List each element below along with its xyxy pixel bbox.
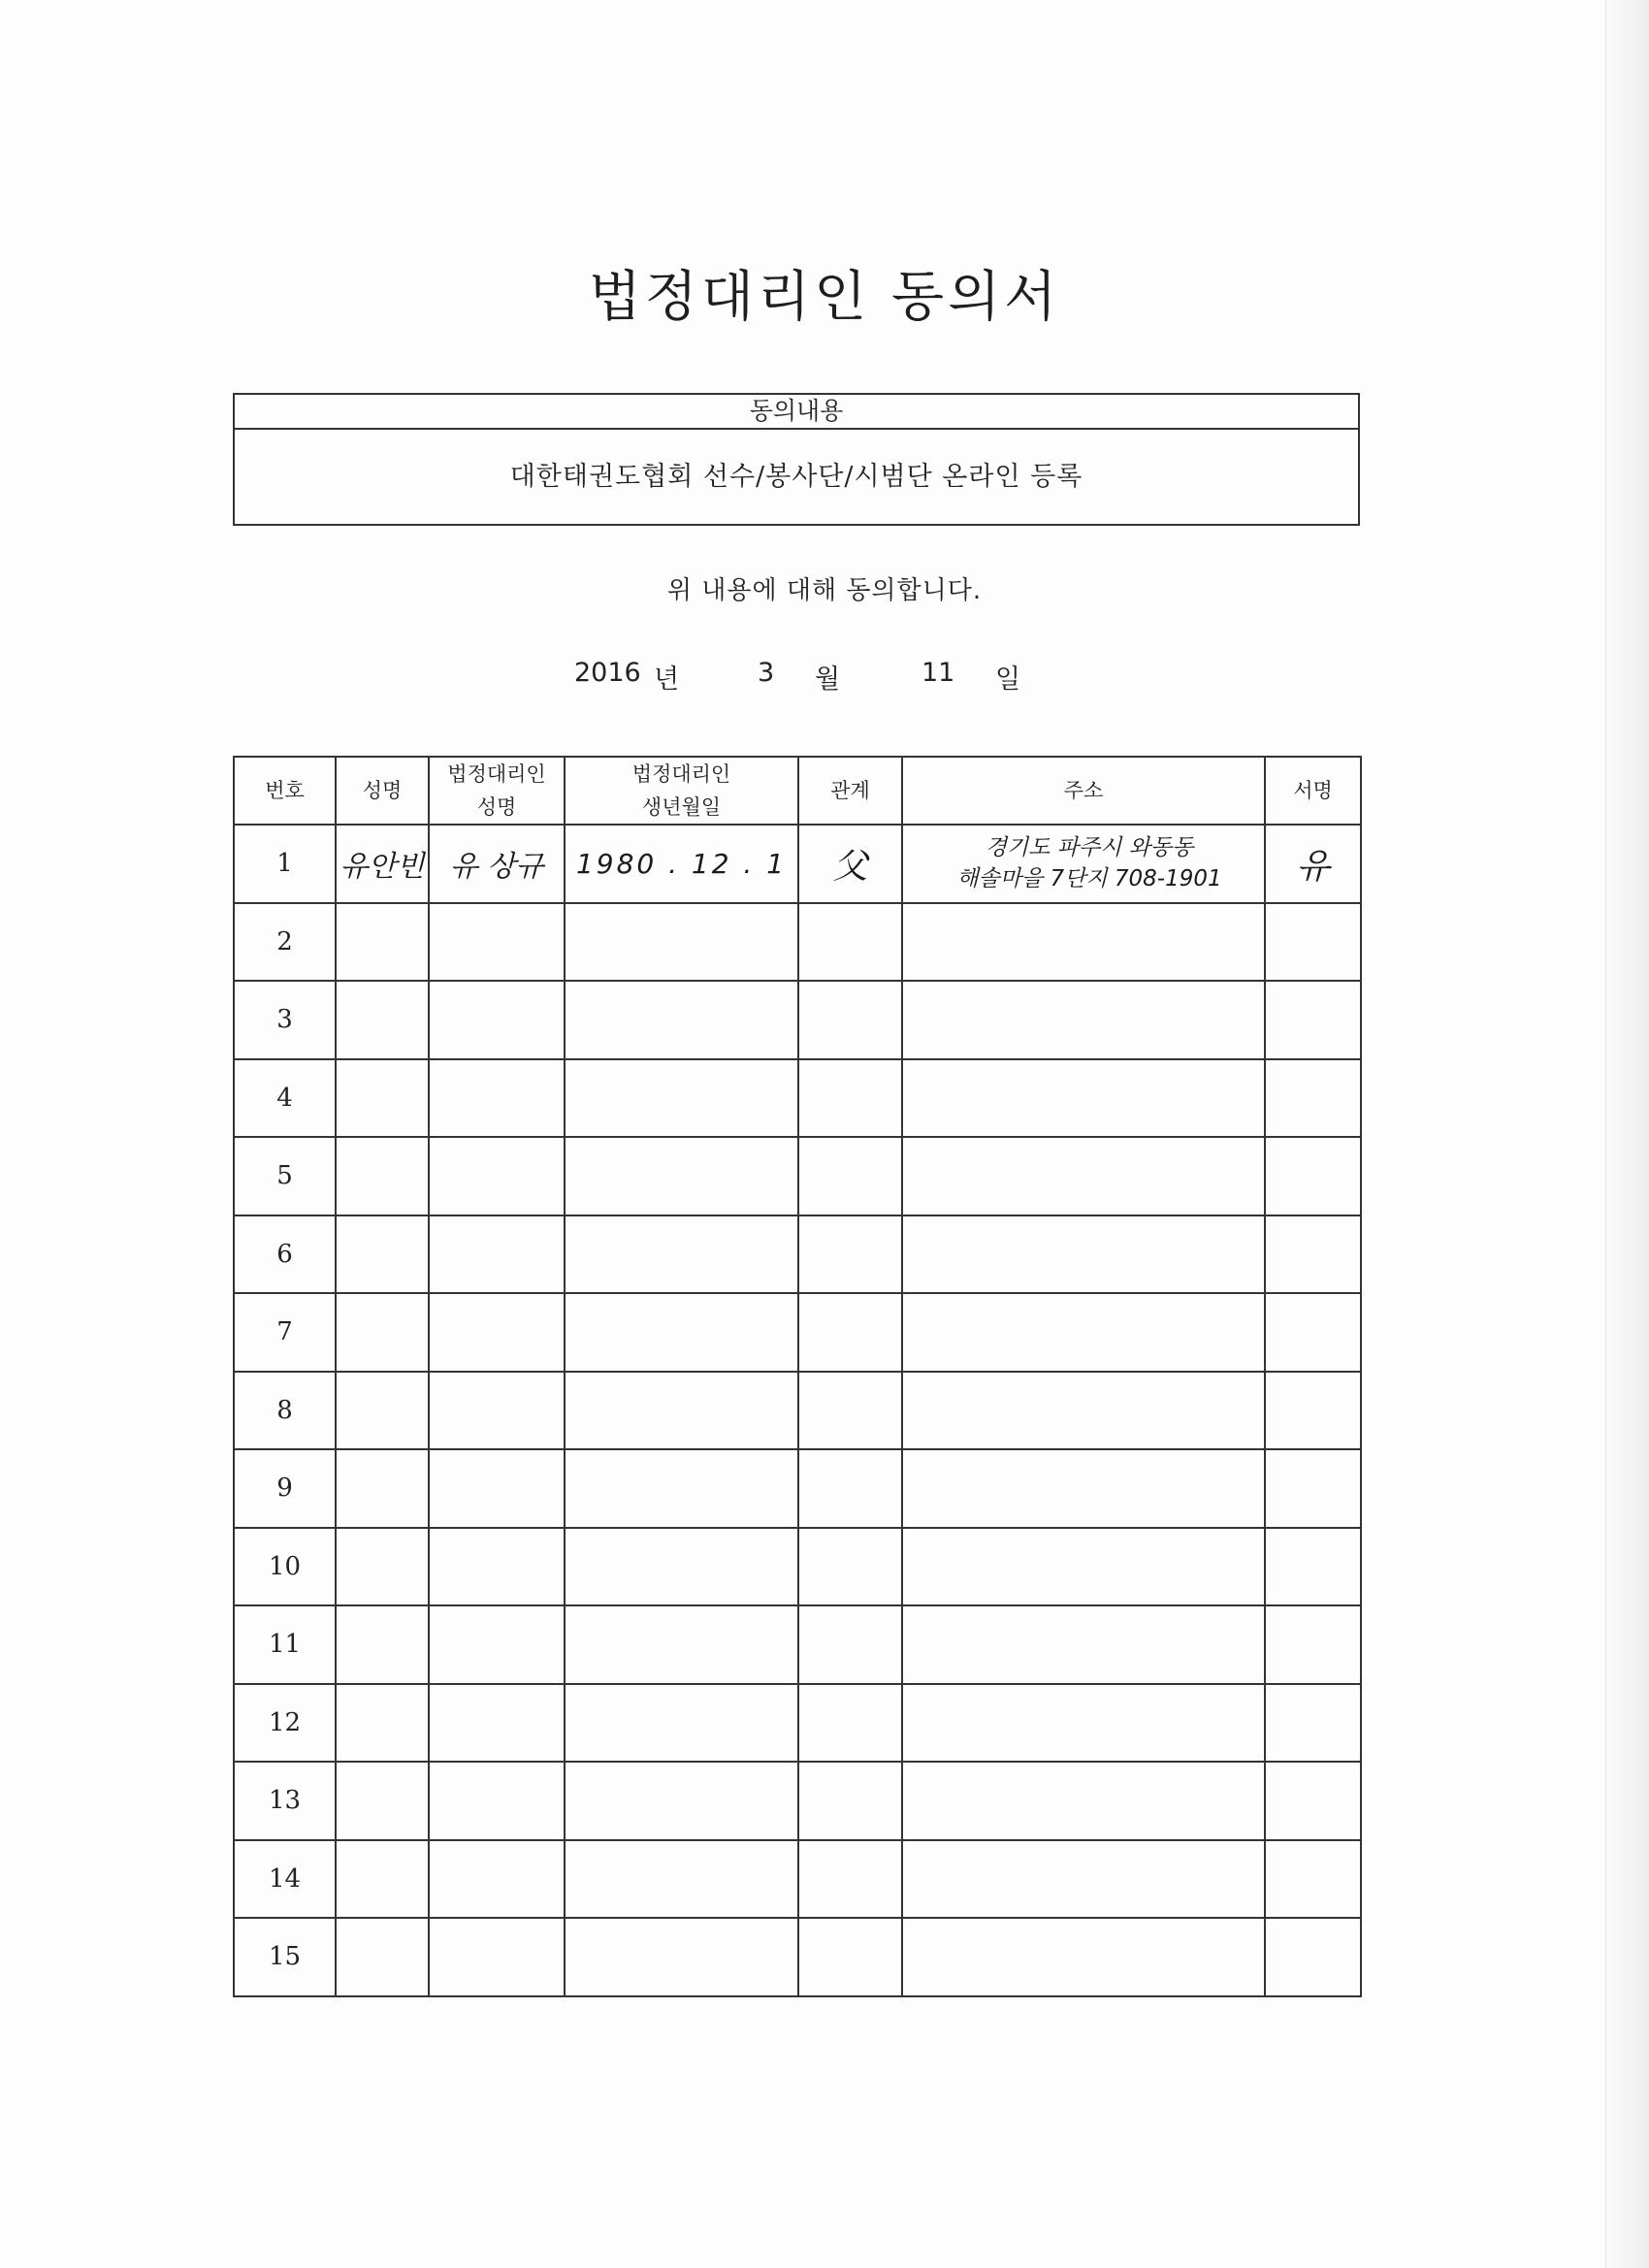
row-num: 12 [234,1684,336,1763]
row-guardian-name [429,1684,565,1763]
row-relation [798,1918,902,1996]
row-address [902,903,1265,982]
table-row [234,1293,1361,1372]
row-name [336,1137,429,1215]
page-edge-line [1605,0,1606,2268]
row-address [902,1684,1265,1763]
row-name [336,1059,429,1138]
row-signature [1265,1528,1361,1606]
header-guardian-birth [565,757,798,825]
row-relation [798,1137,902,1215]
row-num: 5 [234,1137,336,1215]
table-row [234,903,1361,982]
header-guardian-birth-line1: 법정대리인 [631,762,731,786]
row-guardian-birth [565,1449,798,1528]
row-guardian-birth [565,981,798,1059]
table-row [234,1449,1361,1528]
row-relation [798,1840,902,1919]
row-num: 15 [234,1918,336,1996]
date-month-unit: 월 [815,664,841,695]
row-guardian-birth [565,903,798,982]
row-num: 13 [234,1762,336,1840]
row-num: 11 [234,1605,336,1684]
row-address [902,825,1265,903]
row-signature [1265,1449,1361,1528]
row-relation [798,981,902,1059]
row-signature [1265,1840,1361,1919]
row-guardian-birth [565,1372,798,1450]
header-guardian-name-line1: 법정대리인 [447,762,546,786]
row-signature [1265,1059,1361,1138]
table-row [234,1528,1361,1606]
row-num: 7 [234,1293,336,1372]
row-guardian-name [429,1449,565,1528]
row-guardian-birth [565,1840,798,1919]
page-edge-shadow [1600,0,1649,2268]
table-row [234,1059,1361,1138]
row-guardian-birth: 1980 . 12 . 1 [565,825,798,903]
row-name [336,1684,429,1763]
row-num: 3 [234,981,336,1059]
header-guardian-birth-line2: 생년월일 [641,795,722,819]
row-address [902,981,1265,1059]
row-relation [798,1684,902,1763]
row-relation [798,1762,902,1840]
row-guardian-name [429,1293,565,1372]
row-signature [1265,1684,1361,1763]
row-guardian-name [429,1372,565,1450]
row-relation [798,1528,902,1606]
row-name [336,1840,429,1919]
header-guardian-name [429,757,565,825]
header-guardian-name-line2: 성명 [476,795,517,819]
row-name [336,903,429,982]
table-row [234,1918,1361,1996]
header-num: 번호 [234,757,336,825]
row-guardian-name [429,1762,565,1840]
row-address [902,1605,1265,1684]
row-num: 10 [234,1528,336,1606]
row-address-line1: 경기도 파주시 와동동 [985,835,1194,861]
row-name [336,1449,429,1528]
header-relation: 관계 [798,757,902,825]
row-signature: 유 [1265,825,1361,903]
row-guardian-name [429,1918,565,1996]
row-signature [1265,1605,1361,1684]
row-relation [798,1605,902,1684]
row-signature [1265,1372,1361,1450]
row-name: 유안빈 [336,825,429,903]
row-relation [798,903,902,982]
row-name [336,1762,429,1840]
registration-table [233,756,1362,1997]
row-guardian-birth [565,1059,798,1138]
consent-content: 대한태권도협회 선수/봉사단/시범단 온라인 등록 [509,462,1083,492]
date-day-unit: 일 [995,664,1021,695]
row-address [902,1449,1265,1528]
row-guardian-name [429,1840,565,1919]
row-relation [798,1059,902,1138]
row-num: 1 [234,825,336,903]
table-row [234,1684,1361,1763]
row-address-line2: 해솔마을 7단지 708-1901 [956,866,1222,892]
table-row [234,1605,1361,1684]
header-signature: 서명 [1265,757,1361,825]
date-year: 2016 [574,658,641,688]
row-address [902,1059,1265,1138]
table-row [234,1372,1361,1450]
table-header-row [234,757,1361,825]
row-address [902,1528,1265,1606]
row-guardian-name [429,1137,565,1215]
row-address [902,1918,1265,1996]
row-signature [1265,1215,1361,1294]
table-row [234,1137,1361,1215]
row-relation [798,1215,902,1294]
row-address [902,1372,1265,1450]
row-num: 9 [234,1449,336,1528]
row-signature [1265,1762,1361,1840]
document-title: 법정대리인 동의서 [588,266,1061,329]
date-year-unit: 년 [654,664,680,695]
row-name [336,981,429,1059]
row-guardian-birth [565,1684,798,1763]
row-relation [798,1293,902,1372]
row-signature [1265,981,1361,1059]
row-name [336,1372,429,1450]
row-address [902,1293,1265,1372]
row-num: 14 [234,1840,336,1919]
row-guardian-birth [565,1762,798,1840]
row-relation [798,1449,902,1528]
row-name [336,1293,429,1372]
row-guardian-birth [565,1137,798,1215]
row-num: 4 [234,1059,336,1138]
row-guardian-birth [565,1293,798,1372]
table-row [234,981,1361,1059]
row-guardian-birth [565,1215,798,1294]
row-address [902,1840,1265,1919]
row-name [336,1215,429,1294]
row-guardian-name [429,1605,565,1684]
date-day: 11 [922,658,955,688]
row-guardian-name: 유 상규 [429,825,565,903]
row-signature [1265,1137,1361,1215]
row-num: 6 [234,1215,336,1294]
row-guardian-name [429,1215,565,1294]
date-month: 3 [758,658,775,688]
agreement-statement: 위 내용에 대해 동의합니다. [666,576,983,605]
row-guardian-birth [565,1918,798,1996]
table-row [234,1215,1361,1294]
row-address [902,1215,1265,1294]
consent-box [233,393,1360,526]
row-guardian-name [429,1059,565,1138]
table-row [234,825,1361,903]
row-guardian-birth [565,1605,798,1684]
row-num: 2 [234,903,336,982]
row-relation [798,1372,902,1450]
row-address [902,1762,1265,1840]
header-address: 주소 [902,757,1265,825]
header-name: 성명 [336,757,429,825]
row-guardian-name [429,903,565,982]
consent-header: 동의내용 [235,395,1358,430]
row-name [336,1605,429,1684]
table-row [234,1762,1361,1840]
row-name [336,1528,429,1606]
table-row [234,1840,1361,1919]
row-num: 8 [234,1372,336,1450]
row-guardian-name [429,1528,565,1606]
row-name [336,1918,429,1996]
row-relation: 父 [798,825,902,903]
row-address [902,1137,1265,1215]
row-signature [1265,1293,1361,1372]
row-signature [1265,1918,1361,1996]
row-guardian-birth [565,1528,798,1606]
row-signature [1265,903,1361,982]
row-guardian-name [429,981,565,1059]
